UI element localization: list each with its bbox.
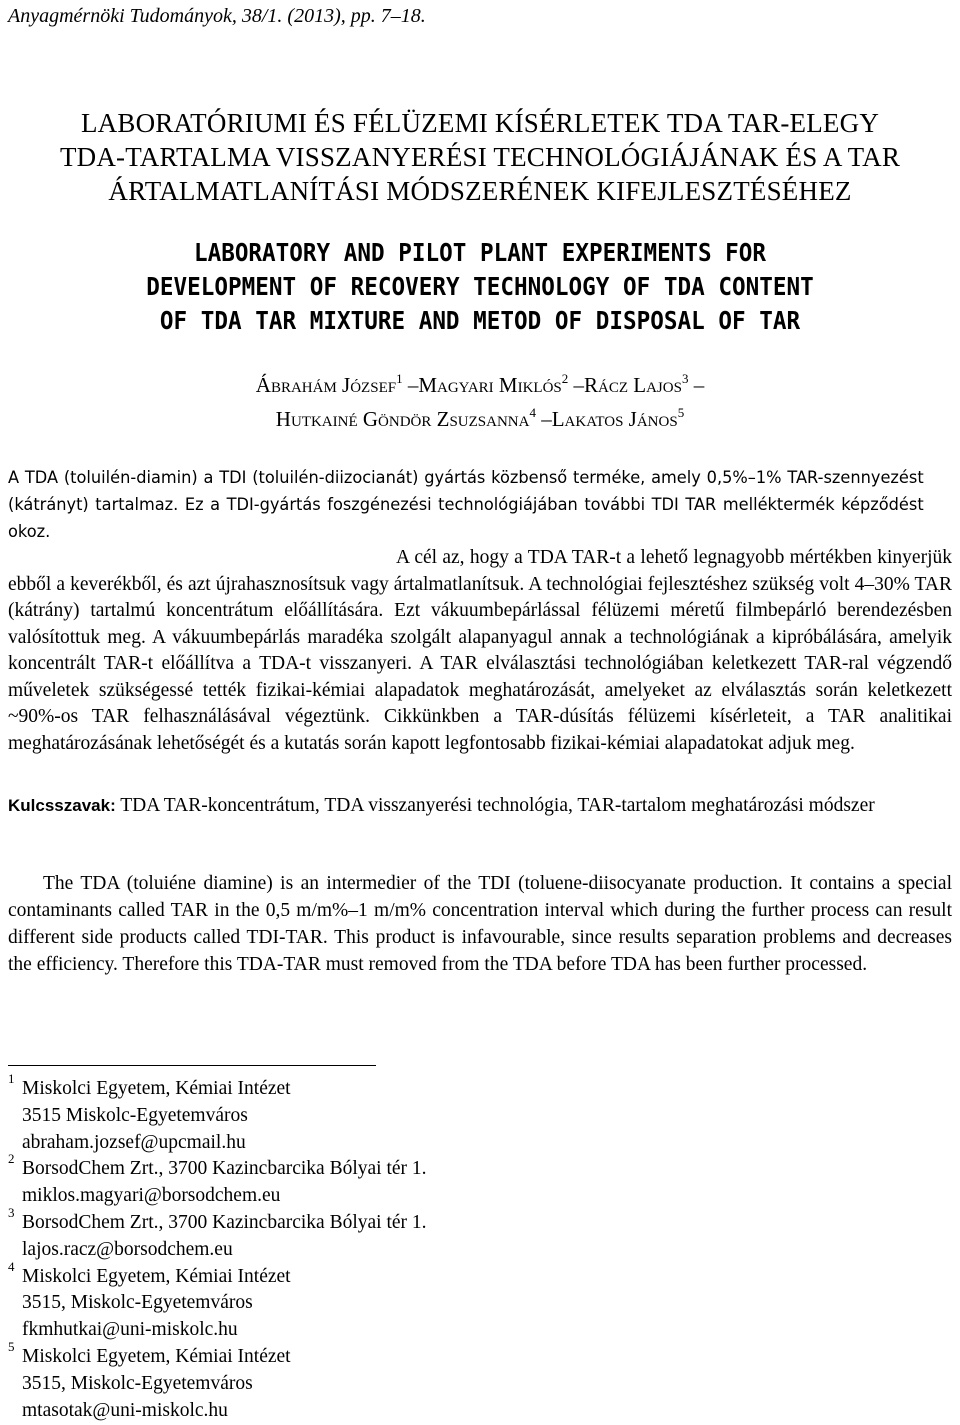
footnote	[8, 1338, 608, 1424]
footnote-number: 2	[8, 1151, 15, 1167]
footnote-line: BorsodChem Zrt., 3700 Kazincbarcika Bólyai tér 1.	[22, 1211, 427, 1233]
footnote-line: 3515 Miskolc-Egyetemváros	[22, 1104, 248, 1126]
keywords-text: TDA TAR-koncentrátum, TDA visszanyerési technológia, TAR-tartalom meghatározási módszer	[115, 795, 875, 816]
title-hu-line: LABORATÓRIUMI ÉS FÉLÜZEMI KÍSÉRLETEK TDA TAR-ELEGY	[80, 108, 880, 138]
title-hu-line: TDA-TARTALMA VISSZANYERÉSI TECHNOLÓGIÁJÁNAK ÉS A TAR	[59, 142, 901, 172]
footnote-line: 3515, Miskolc-Egyetemváros	[22, 1372, 253, 1394]
title-hu-line: ÁRTALMATLANÍTÁSI MÓDSZERÉNEK KIFEJLESZTÉSÉHEZ	[108, 176, 852, 206]
footnote-email-link[interactable]: mtasotak@uni-miskolc.hu	[22, 1399, 228, 1421]
author-separator: –	[541, 407, 552, 431]
footnote	[8, 1071, 608, 1156]
title-en-line: DEVELOPMENT OF RECOVERY TECHNOLOGY OF TDA CONTENT	[146, 272, 814, 301]
footnote-number: 1	[8, 1071, 15, 1086]
footnote-line: Miskolci Egyetem, Kémiai Intézet	[22, 1345, 291, 1367]
author-affiliation-mark: 5	[677, 405, 685, 420]
author-separator: –	[407, 373, 419, 397]
title-hungarian	[0, 106, 960, 208]
author-affiliation-mark: 1	[396, 371, 403, 386]
author-separator: –	[573, 373, 585, 397]
abstract-english: The TDA (toluiéne diamine) is an intermedier of the TDI (toluene-diisocyanate production. It contains a special contaminants called TAR in the 0,5 m/m%–1 m/m% concentration interval which during the further process can result different side products called TDI-TAR. This product is infavourable, since results separation problems and decreases the efficiency. Therefore this TDA-TAR must removed from the TDA before TDA has been further processed.	[8, 873, 952, 975]
abstract-hungarian-part1: A TDA (toluilén-diamin) a TDI (toluilén-diizocianát) gyártás közbenső terméke, amely 0,5%–1% TAR-szennyezést (kátrányt) tartalmaz. Ez a TDI-gyártás foszgénezési technológiájában további TDI TAR melléktermék képződést okoz.	[8, 467, 924, 541]
author-name: Lakatos János	[551, 407, 678, 431]
author-name: Ábrahám József	[255, 373, 397, 397]
author-affiliation-mark: 4	[529, 405, 536, 420]
footnote-line: BorsodChem Zrt., 3700 Kazincbarcika Bólyai tér 1.	[22, 1158, 427, 1180]
author-separator: –	[693, 373, 705, 397]
abstract-hu-text: A cél az, hogy a TDA TAR-t a lehető legnagyobb mértékben kinyerjük ebből a keverékből, és azt újrahasznosítsuk vagy ártalmatlanítsuk. A technológiai fejlesztéshez szükség volt 4–30% TAR (kátrány) tartalmú koncentrátum előállítására. Ezt vákuumbepárlással félüzemi méretű filmbepárló berendezésben valósítottuk meg. A vákuumbepárlás maradéka szolgált alapanyagul annak a technológiának a kipróbálására, amelyik koncentrált TAR-t előállítva a TDA-t visszanyeri. A TAR elválasztási technológiában keletkezett TAR-ral végzendő műveletek szükségessé tették fizikai-kémiai alapadatok meghatározását, amelyeket az elválasztás során keletkezett ~90%-os TAR felhasználásával végeztünk. Cikkünkben a TAR-dúsítás félüzemi kísérleteit, a TAR analitikai meghatározásának lehetőségét és a kutatás során kapott legfontosabb fizikai-kémiai alapadatokat adjuk meg.	[8, 547, 952, 754]
footnotes	[8, 1071, 608, 1424]
author-affiliation-mark: 3	[681, 371, 689, 386]
footnote	[8, 1258, 608, 1344]
footnote-number: 4	[8, 1258, 15, 1274]
footnote-number: 3	[8, 1204, 15, 1220]
footnote-email-link[interactable]: lajos.racz@borsodchem.eu	[22, 1238, 233, 1260]
footnote-email-link[interactable]: abraham.jozsef@upcmail.hu	[22, 1131, 246, 1153]
title-en-line: OF TDA TAR MIXTURE AND METOD OF DISPOSAL OF TAR	[159, 306, 801, 335]
abstract-hungarian-part2	[8, 545, 952, 757]
title-en-line: LABORATORY AND PILOT PLANT EXPERIMENTS FOR	[193, 238, 767, 267]
footnote-email-link[interactable]: fkmhutkai@uni-miskolc.hu	[22, 1319, 238, 1341]
author-name: Hutkainé Göndör Zsuzsanna	[275, 407, 530, 431]
author-affiliation-mark: 2	[561, 371, 569, 386]
author-name: Magyari Miklós	[418, 373, 562, 397]
footnote-line: Miskolci Egyetem, Kémiai Intézet	[22, 1078, 291, 1099]
keywords-label: Kulcsszavak:	[8, 796, 116, 815]
footnote-line: Miskolci Egyetem, Kémiai Intézet	[22, 1265, 291, 1287]
footnote-number: 5	[8, 1338, 15, 1354]
footnote-line: 3515, Miskolc-Egyetemváros	[22, 1292, 253, 1314]
footnote	[8, 1204, 608, 1264]
author-name: Rácz Lajos	[584, 373, 682, 397]
author-line-2	[0, 402, 960, 436]
footnote-email-link[interactable]: miklos.magyari@borsodchem.eu	[22, 1185, 281, 1207]
footnote-divider	[8, 1065, 376, 1066]
author-line-1	[0, 368, 960, 402]
keywords	[8, 793, 952, 820]
author-list	[0, 368, 960, 436]
running-header: Anyagmérnöki Tudományok, 38/1. (2013), pp. 7–18.	[8, 5, 426, 27]
footnote	[8, 1151, 608, 1210]
title-english	[46, 236, 915, 338]
